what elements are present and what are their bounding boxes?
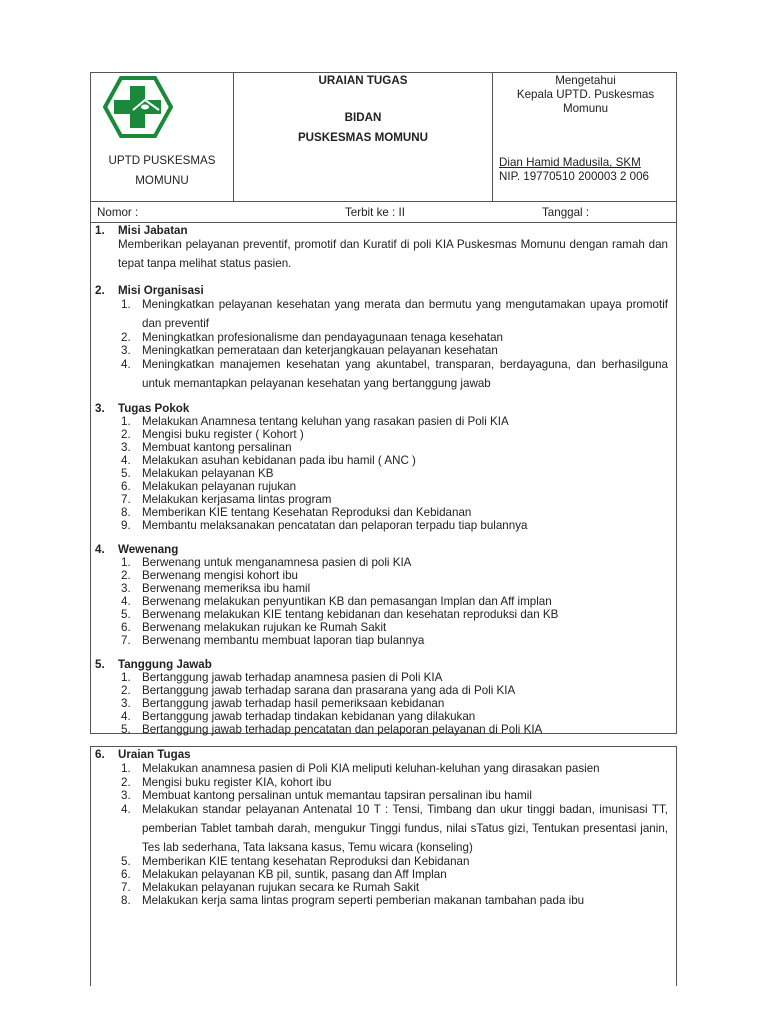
- section-paragraph: Memberikan pelayanan preventif, promotif dan Kuratif di poli KIA Puskesmas Momunu dengan ramah dan tepat tanpa melihat status pasien.: [118, 238, 668, 270]
- list-item: [95, 506, 668, 519]
- item-number: 3.: [121, 441, 131, 454]
- item-text: Bertanggung jawab terhadap sarana dan prasarana yang ada di Poli KIA: [142, 684, 516, 697]
- list-item: [95, 493, 668, 506]
- list-item: [95, 454, 668, 467]
- document-header: [90, 72, 677, 223]
- item-number: 7.: [121, 634, 131, 647]
- section: [95, 543, 668, 647]
- list-item: [95, 697, 668, 710]
- terbit-label: Terbit ke : II: [345, 206, 405, 219]
- item-text: Bertanggung jawab terhadap anamnesa pasien di Poli KIA: [142, 671, 443, 684]
- section: [95, 402, 668, 532]
- item-text: Membuat kantong persalinan: [142, 441, 292, 454]
- item-number: 2.: [121, 428, 131, 441]
- list-item: [95, 441, 668, 454]
- list-item: [95, 467, 668, 480]
- item-number: 4.: [121, 358, 131, 371]
- item-text: Melakukan kerjasama lintas program: [142, 493, 332, 506]
- item-number: 4.: [121, 454, 131, 467]
- item-number: 7.: [121, 881, 131, 894]
- doc-meta-row: [91, 201, 676, 224]
- item-number: 6.: [121, 868, 131, 881]
- item-text: Berwenang melakukan KIE tentang kebidanan dan kesehatan reproduksi dan KB: [142, 608, 559, 621]
- section-title: Uraian Tugas: [118, 748, 191, 761]
- approval-line: Mengetahui: [555, 74, 616, 87]
- signer-name: Dian Hamid Madusila, SKM: [499, 156, 641, 169]
- item-number: 5.: [121, 855, 131, 868]
- approval-line: Kepala UPTD. Puskesmas: [516, 88, 655, 101]
- puskesmas-logo-icon: [103, 76, 173, 138]
- signer-nip: NIP. 19770510 200003 2 006: [499, 170, 649, 183]
- item-text: Mengisi buku register KIA, kohort ibu: [142, 776, 332, 789]
- org-name: UPTD PUSKESMAS: [108, 154, 216, 167]
- approval-cell: [493, 73, 678, 201]
- item-text: Memberikan KIE tentang kesehatan Reproduksi dan Kebidanan: [142, 855, 470, 868]
- item-number: 8.: [121, 506, 131, 519]
- item-number: 4.: [121, 595, 131, 608]
- item-number: 6.: [121, 480, 131, 493]
- page-body: [90, 222, 677, 734]
- item-number: 1.: [121, 671, 131, 684]
- doc-subtitle-2: PUSKESMAS MOMUNU: [297, 131, 429, 144]
- page-body-2: [90, 746, 677, 986]
- item-text: Berwenang melakukan rujukan ke Rumah Sakit: [142, 621, 387, 634]
- section-number: 5.: [95, 658, 105, 671]
- item-number: 5.: [121, 467, 131, 480]
- list-item: [95, 800, 668, 857]
- org-cell: [91, 73, 234, 201]
- doc-subtitle: BIDAN: [344, 111, 382, 124]
- list-item: [95, 519, 668, 532]
- item-text: Melakukan pelayanan KB pil, suntik, pasang dan Aff Implan: [142, 868, 447, 881]
- item-text: Berwenang melakukan penyuntikan KB dan pemasangan Implan dan Aff implan: [142, 595, 552, 608]
- section-title: Tugas Pokok: [118, 402, 190, 415]
- list-item: [95, 608, 668, 621]
- section-number: 4.: [95, 543, 105, 556]
- list-item: [95, 295, 668, 333]
- item-text: Mengisi buku register ( Kohort ): [142, 428, 304, 441]
- list-item: [95, 894, 668, 907]
- section: [95, 658, 668, 736]
- doc-title: URAIAN TUGAS: [318, 74, 408, 87]
- list-item: [95, 582, 668, 595]
- item-text: Memberikan KIE tentang Kesehatan Reproduksi dan Kebidanan: [142, 506, 472, 519]
- list-item: [95, 776, 668, 789]
- item-number: 2.: [121, 776, 131, 789]
- list-item: [95, 569, 668, 582]
- item-number: 4.: [121, 803, 131, 816]
- item-number: 2.: [121, 569, 131, 582]
- item-number: 2.: [121, 684, 131, 697]
- list-item: [95, 671, 668, 684]
- section-heading: [95, 543, 668, 556]
- list-item: [95, 855, 668, 868]
- item-number: 7.: [121, 493, 131, 506]
- list-item: [95, 428, 668, 441]
- item-text: Melakukan kerja sama lintas program seperti pemberian makanan tambahan pada ibu: [142, 894, 585, 907]
- item-number: 3.: [121, 697, 131, 710]
- list-item: [95, 480, 668, 493]
- list-item: [95, 595, 668, 608]
- list-item: [95, 556, 668, 569]
- item-text: Berwenang membantu membuat laporan tiap bulannya: [142, 634, 425, 647]
- list-item: [95, 881, 668, 894]
- list-item: [95, 621, 668, 634]
- section: [95, 748, 668, 907]
- item-text: Melakukan standar pelayanan Antenatal 10 T : Tensi, Timbang dan ukur tinggi badan, imunisasi TT, pemberian Tablet tambah darah, mengukur Tinggi fundus, nilai sTatus gizi, Tentukan presentasi janin, Tes lab sederhana, Tata laksana kasus, Temu wicara (konseling): [142, 803, 668, 854]
- section-title: Misi Jabatan: [118, 224, 188, 237]
- list-item: [95, 710, 668, 723]
- item-text: Berwenang mengisi kohort ibu: [142, 569, 298, 582]
- item-number: 3.: [121, 789, 131, 802]
- item-text: Membuat kantong persalinan untuk memantau tapsiran persalinan ibu hamil: [142, 789, 532, 802]
- section-heading: [95, 402, 668, 415]
- item-text: Melakukan asuhan kebidanan pada ibu hamil ( ANC ): [142, 454, 416, 467]
- item-text: Meningkatkan manajemen kesehatan yang akuntabel, transparan, berdayaguna, dan berhasilguna untuk memantapkan pelayanan kesehatan yang bertanggung jawab: [142, 358, 668, 390]
- item-number: 8.: [121, 894, 131, 907]
- section-number: 1.: [95, 224, 105, 237]
- list-item: [95, 723, 668, 736]
- item-number: 1.: [121, 298, 131, 311]
- item-number: 3.: [121, 344, 131, 357]
- item-text: Berwenang untuk menganamnesa pasien di poli KIA: [142, 556, 412, 569]
- list-item: [95, 684, 668, 697]
- item-text: Bertanggung jawab terhadap hasil pemeriksaan kebidanan: [142, 697, 445, 710]
- item-number: 1.: [121, 556, 131, 569]
- list-item: [95, 355, 668, 393]
- item-number: 3.: [121, 582, 131, 595]
- item-number: 1.: [121, 415, 131, 428]
- item-text: Berwenang memeriksa ibu hamil: [142, 582, 311, 595]
- section: [95, 284, 668, 393]
- list-item: [95, 331, 668, 344]
- list-item: [95, 634, 668, 647]
- item-text: Meningkatkan pemerataan dan keterjangkauan pelayanan kesehatan: [142, 344, 498, 357]
- item-text: Bertanggung jawab terhadap tindakan kebidanan yang dilakukan: [142, 710, 476, 723]
- section-number: 3.: [95, 402, 105, 415]
- approval-line: Momunu: [562, 102, 609, 115]
- list-item: [95, 868, 668, 881]
- section-title: Tanggung Jawab: [118, 658, 212, 671]
- item-text: Melakukan pelayanan rujukan: [142, 480, 297, 493]
- org-name-2: MOMUNU: [135, 174, 189, 187]
- item-text: Melakukan anamnesa pasien di Poli KIA meliputi keluhan-keluhan yang dirasakan pasien: [142, 762, 600, 775]
- item-text: Melakukan Anamnesa tentang keluhan yang rasakan pasien di Poli KIA: [142, 415, 509, 428]
- item-number: 5.: [121, 608, 131, 621]
- section-number: 2.: [95, 284, 105, 297]
- item-text: Meningkatkan profesionalisme dan pendayagunaan tenaga kesehatan: [142, 331, 503, 344]
- section-number: 6.: [95, 748, 105, 761]
- section: [95, 224, 668, 273]
- section-title: Wewenang: [118, 543, 179, 556]
- section-title: Misi Organisasi: [118, 284, 204, 297]
- item-text: Bertanggung jawab terhadap pencatatan dan pelaporan pelayanan di Poli KIA: [142, 723, 543, 736]
- tanggal-label: Tanggal :: [542, 206, 590, 219]
- title-cell: [234, 73, 493, 201]
- item-text: Meningkatkan pelayanan kesehatan yang merata dan bermutu yang mengutamakan upaya promotif dan preventif: [142, 298, 668, 330]
- item-number: 9.: [121, 519, 131, 532]
- list-item: [95, 415, 668, 428]
- item-number: 2.: [121, 331, 131, 344]
- item-text: Melakukan pelayanan rujukan secara ke Rumah Sakit: [142, 881, 420, 894]
- item-number: 4.: [121, 710, 131, 723]
- nomor-label: Nomor :: [97, 206, 139, 219]
- item-number: 6.: [121, 621, 131, 634]
- item-number: 1.: [121, 762, 131, 775]
- item-number: 5.: [121, 723, 131, 736]
- item-text: Melakukan pelayanan KB: [142, 467, 274, 480]
- item-text: Membantu melaksanakan pencatatan dan pelaporan terpadu tiap bulannya: [142, 519, 528, 532]
- section-heading: [95, 658, 668, 671]
